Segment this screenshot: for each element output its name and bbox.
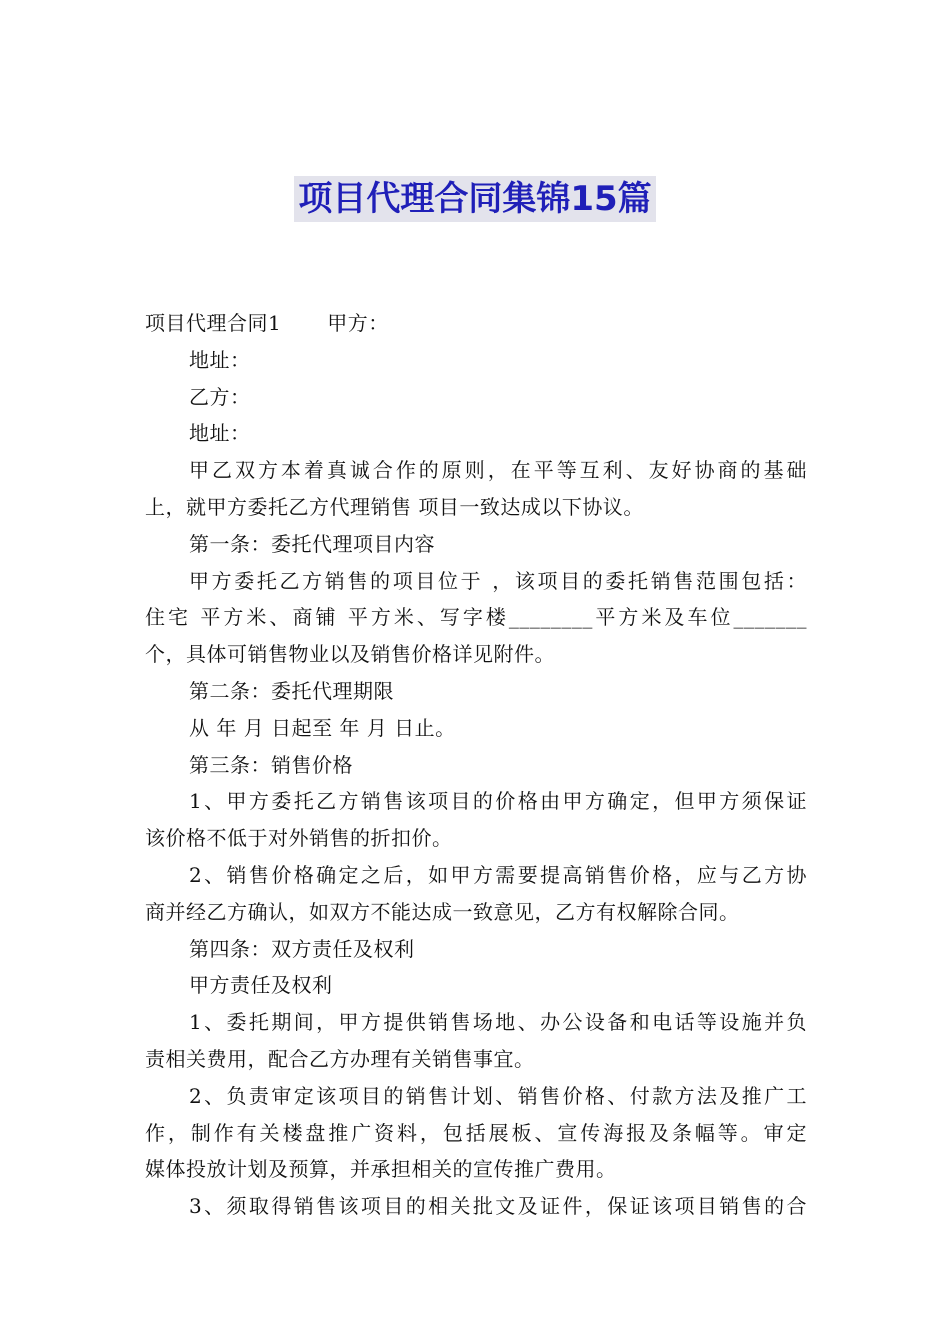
paragraph-line: 媒体投放计划及预算，并承担相关的宣传推广费用。	[145, 1157, 617, 1182]
paragraph-line: 甲方委托乙方销售的项目位于 ，该项目的委托销售范围包括：	[189, 568, 807, 593]
paragraph-line: 1、甲方委托乙方销售该项目的价格由甲方确定，但甲方须保证	[189, 789, 807, 814]
paragraph-line: 商并经乙方确认，如双方不能达成一致意见，乙方有权解除合同。	[145, 899, 740, 924]
paragraph-line: 地址：	[189, 421, 251, 446]
article-heading: 第四条：双方责任及权利	[189, 936, 415, 961]
paragraph-line: 个，具体可销售物业以及销售价格详见附件。	[145, 642, 555, 667]
paragraph-line: 2、负责审定该项目的销售计划、销售价格、付款方法及推广工	[189, 1083, 807, 1108]
paragraph-line: 甲乙双方本着真诚合作的原则，在平等互利、友好协商的基础	[189, 458, 807, 483]
paragraph-line: 从 年 月 日起至 年 月 日止。	[189, 715, 456, 740]
article-heading: 第二条：委托代理期限	[189, 678, 394, 703]
party-a-label: 甲方：	[327, 311, 389, 335]
subsection-heading: 甲方责任及权利	[189, 973, 333, 998]
article-heading: 第一条：委托代理项目内容	[189, 531, 435, 556]
document-body	[145, 305, 807, 1225]
paragraph-line: 3、须取得销售该项目的相关批文及证件，保证该项目销售的合	[189, 1194, 807, 1219]
document-title: 项目代理合同集锦15篇	[294, 176, 655, 222]
article-heading: 第三条：销售价格	[189, 752, 353, 777]
contract-heading-line	[145, 305, 807, 342]
title-container	[0, 176, 950, 222]
contract-section-title: 项目代理合同1	[145, 311, 282, 335]
paragraph-line: 住宅 平方米、商铺 平方米、写字楼________平方米及车位_______	[145, 605, 807, 630]
paragraph-line: 责相关费用，配合乙方办理有关销售事宜。	[145, 1046, 535, 1071]
paragraph-line: 上，就甲方委托乙方代理销售 项目一致达成以下协议。	[145, 494, 644, 519]
paragraph-line: 1、委托期间，甲方提供销售场地、办公设备和电话等设施并负	[189, 1010, 807, 1035]
paragraph-line: 作，制作有关楼盘推广资料，包括展板、宣传海报及条幅等。审定	[145, 1120, 807, 1145]
paragraph-line: 该价格不低于对外销售的折扣价。	[145, 826, 453, 851]
paragraph-line: 乙方：	[189, 384, 251, 409]
paragraph-line: 地址：	[189, 347, 251, 372]
paragraph-line: 2、销售价格确定之后，如甲方需要提高销售价格，应与乙方协	[189, 862, 807, 887]
